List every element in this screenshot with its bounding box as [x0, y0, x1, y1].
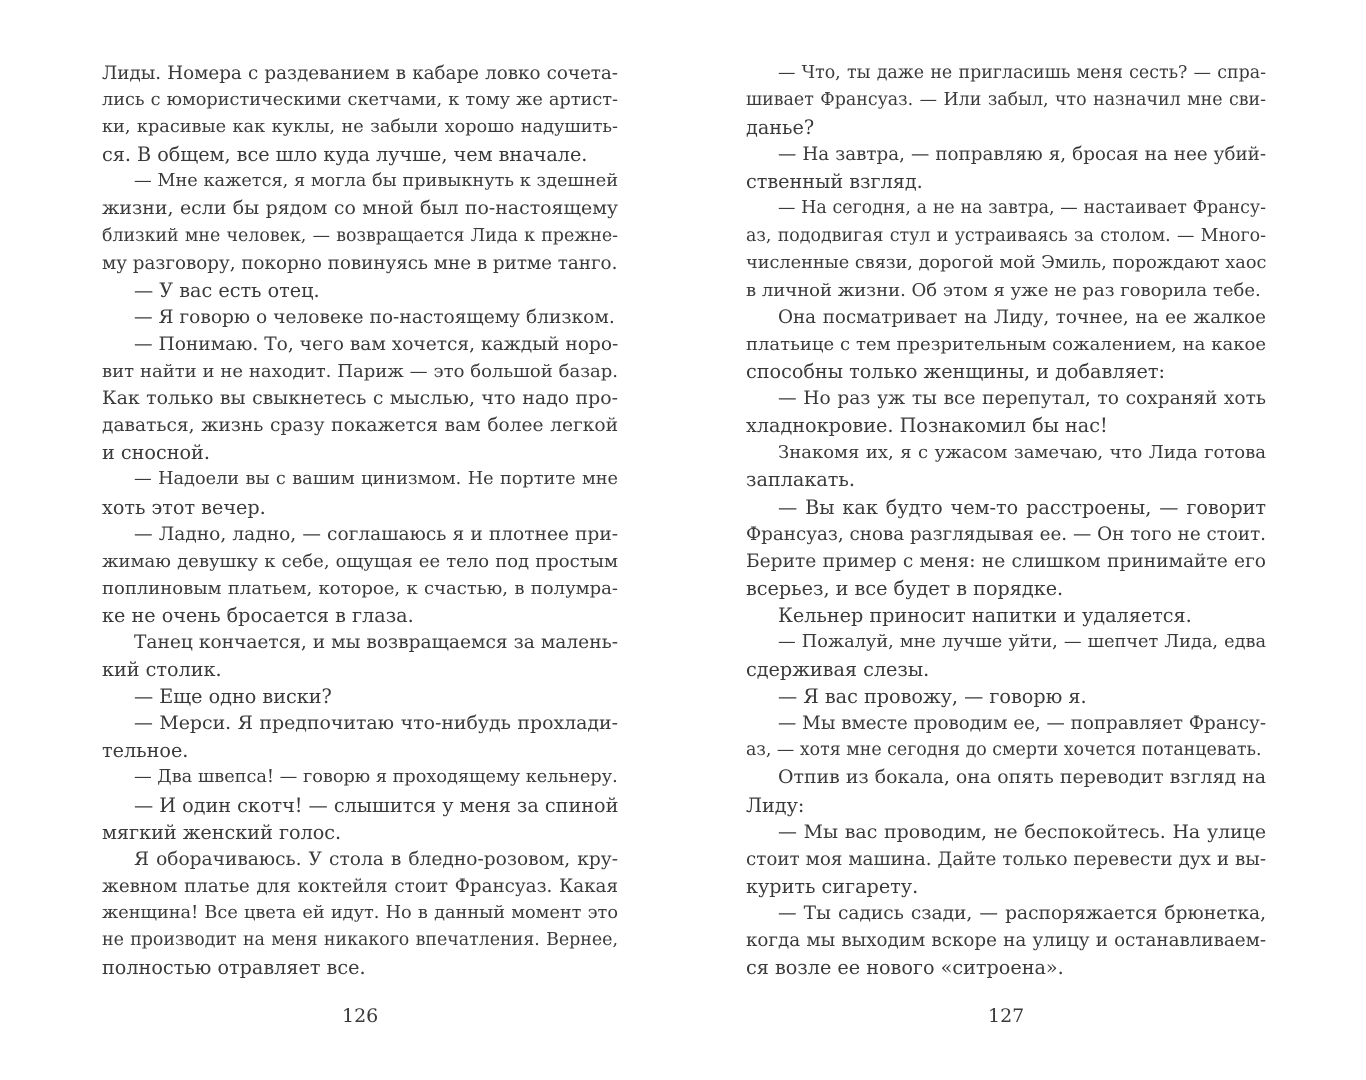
text-line: — На завтра, — поправляю я, бросая на нее убий- — [778, 144, 1266, 166]
text-line: — Но раз уж ты все перепутал, то сохраняй хоть — [778, 388, 1266, 410]
text-line: Отпив из бокала, она опять переводит взгляд на — [778, 766, 1266, 789]
page-number-left: 126 — [342, 1005, 379, 1027]
text-line: — На сегодня, а не на завтра, — настаивает Франсу- — [778, 198, 1266, 219]
text-line: сдерживая слезы. — [746, 658, 930, 682]
text-line: данье? — [746, 116, 815, 140]
text-line: — Пожалуй, мне лучше уйти, — шепчет Лида, едва — [778, 631, 1266, 652]
text-line: Я оборачиваюсь. У стола в бледно-розовом, кру- — [134, 848, 618, 870]
text-line: кий столик. — [102, 658, 222, 682]
text-line: способны только женщины, и добавляет: — [746, 360, 1165, 384]
left-page-text — [102, 60, 618, 981]
text-line: — Два швепса! — говорю я проходящему кельнеру. — [134, 767, 618, 788]
text-line: ся. В общем, все шло куда лучше, чем вначале. — [102, 143, 588, 167]
text-line: даваться, жизнь сразу покажется вам более легкой — [102, 415, 618, 437]
text-line: аз, пододвигая стул и устраиваясь за столом. — Много- — [746, 225, 1266, 246]
text-line: — Еще одно виски? — [134, 685, 332, 709]
text-line: стоит моя машина. Дайте только перевести дух и вы- — [746, 848, 1266, 870]
text-line: ке не очень бросается в глаза. — [102, 603, 414, 627]
text-line: тельное. — [102, 739, 189, 763]
text-line: всерьез, и все будет в порядке. — [746, 576, 1064, 600]
text-line: лись с юмористическими скетчами, к тому же артист- — [102, 90, 618, 111]
text-line: — Вы как будто чем-то расстроены, — говорит — [778, 495, 1266, 519]
text-line: — Надоели вы с вашим цинизмом. Не портите мне — [134, 469, 618, 490]
text-line: и сносной. — [102, 441, 210, 465]
text-line: — И один скотч! — слышится у меня за спиной — [134, 793, 619, 817]
text-line: — Мы вас проводим, не беспокойтесь. На улице — [778, 820, 1266, 843]
text-line: — Что, ты даже не пригласишь меня сесть? — спра- — [778, 63, 1266, 83]
text-line: — У вас есть отец. — [134, 278, 320, 302]
text-line: — Ты садись сзади, — распоряжается брюнетка, — [778, 902, 1266, 924]
text-line: жизни, если бы рядом со мной был по-настоящему — [102, 197, 618, 220]
text-line: полностью отравляет все. — [102, 956, 366, 980]
text-line: Лиду: — [746, 793, 805, 817]
right-page-text — [746, 60, 1266, 981]
text-line: заплакать. — [746, 468, 855, 492]
text-line: когда мы выходим вскоре на улицу и останавливаем- — [746, 930, 1266, 951]
text-line: — Я вас провожу, — говорю я. — [778, 685, 1087, 709]
text-line: мягкий женский голос. — [102, 820, 342, 844]
text-line: платьице с тем презрительным сожалением, на какое — [746, 333, 1266, 355]
text-line: Как только вы свыкнетесь с мыслью, что надо про- — [102, 387, 618, 410]
text-line: Знакомя их, я с ужасом замечаю, что Лида готова — [778, 442, 1266, 464]
text-line: жевном платье для коктейля стоит Франсуаз. Какая — [102, 875, 618, 897]
text-line: ственный взгляд. — [746, 170, 923, 194]
text-line: аз, — хотя мне сегодня до смерти хочется потанцевать. — [746, 740, 1262, 761]
text-line: Лиды. Номера с раздеванием в кабаре ловко сочета- — [102, 63, 618, 84]
page-number-right: 127 — [988, 1005, 1025, 1027]
text-line: вит найти и не находит. Париж — это большой базар. — [102, 361, 618, 383]
text-line: Танец кончается, и мы возвращаемся за малень- — [134, 631, 618, 653]
text-line: хладнокровие. Познакомил бы нас! — [746, 414, 1108, 438]
text-line: — Мы вместе проводим ее, — поправляет Франсу- — [778, 713, 1266, 735]
text-line: Она посматривает на Лиду, точнее, на ее жалкое — [778, 306, 1266, 328]
text-line: жимаю девушку к себе, ощущая ее тело под простым — [102, 550, 618, 572]
text-line: — Ладно, ладно, — соглашаюсь я и плотнее при- — [134, 523, 618, 545]
text-line: близкий мне человек, — возвращается Лида к прежне- — [102, 225, 618, 246]
text-line: поплиновым платьем, которое, к счастью, в полумра- — [102, 577, 618, 599]
text-line: — Понимаю. То, чего вам хочется, каждый норо- — [134, 333, 619, 355]
text-line: шивает Франсуаз. — Или забыл, что назначил мне сви- — [746, 90, 1266, 111]
text-line: Берите пример с меня: не слишком принимайте его — [746, 550, 1266, 572]
text-line: в личной жизни. Об этом я уже не раз говорила тебе. — [746, 279, 1261, 301]
text-line: — Я говорю о человеке по-настоящему близком. — [134, 306, 615, 328]
text-line: женщина! Все цвета ей идут. Но в данный момент это — [102, 902, 618, 923]
text-line: Кельнер приносит напитки и удаляется. — [778, 603, 1192, 627]
text-line: му разговору, покорно повинуясь мне в ритме танго. — [102, 252, 618, 274]
text-line: ки, красивые как куклы, не забыли хорошо надушить- — [102, 117, 618, 138]
text-line: хоть этот вечер. — [102, 495, 266, 519]
text-line: курить сигарету. — [746, 874, 919, 898]
text-line: Франсуаз, снова разглядывая ее. — Он того не стоит. — [746, 523, 1266, 545]
text-line: — Мне кажется, я могла бы привыкнуть к здешней — [134, 171, 618, 192]
text-line: ся возле ее нового «ситроена». — [746, 956, 1064, 980]
text-line: численные связи, дорогой мой Эмиль, порождают хаос — [746, 252, 1267, 273]
text-line: — Мерси. Я предпочитаю что-нибудь прохлади- — [134, 712, 618, 735]
text-line: не производит на меня никакого впечатления. Вернее, — [102, 930, 618, 950]
